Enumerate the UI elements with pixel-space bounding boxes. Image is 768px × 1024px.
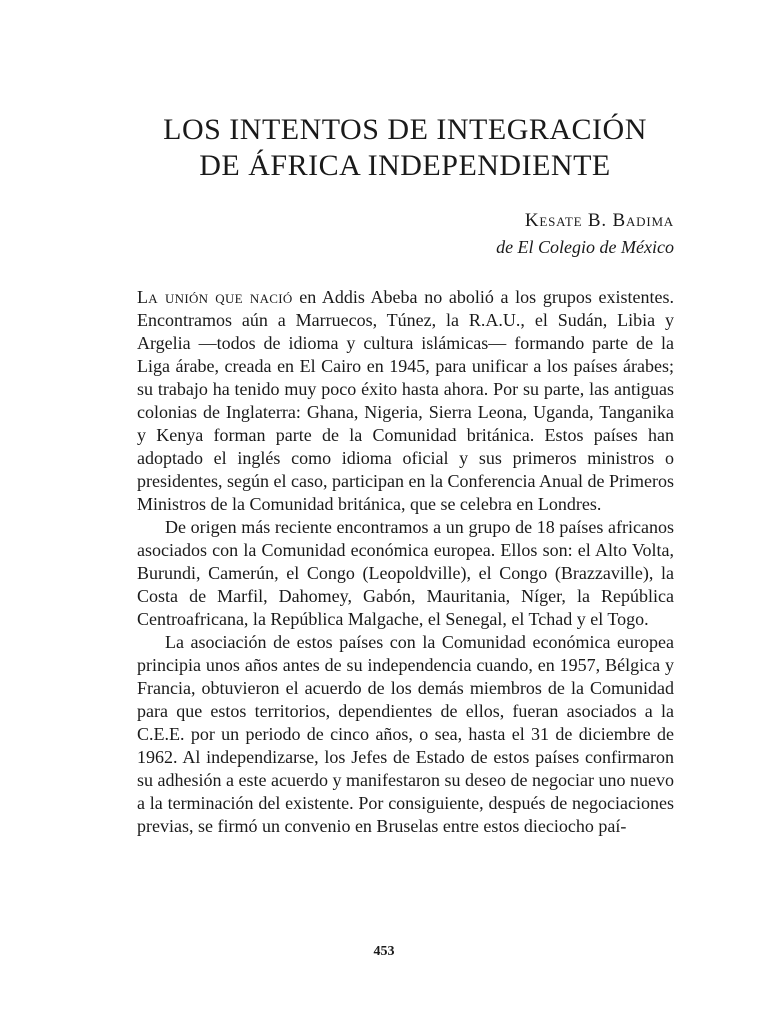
paragraph-1-text: en Addis Abeba no abolió a los grupos existentes. Encontramos aún a Marruecos, Túnez, la R.A.U., el Sudán, Libia y Argelia —todos de idioma y cultura islámicas— formando parte de la Liga árabe, creada en El Cairo en 1945, para unificar a los países árabes; su trabajo ha tenido muy poco éxito hasta ahora. Por su parte, las antiguas colonias de Inglaterra: Ghana, Nigeria, Sierra Leona, Uganda, Tanganika y Kenya forman parte de la Comunidad británica. Estos países han adoptado el inglés como idioma oficial y sus primeros ministros o presidentes, según el caso, participan en la Conferencia Anual de Primeros Ministros de la Comunidad británica, que se celebra en Londres. [137,287,674,514]
paragraph-1-lead: La unión que nació [137,287,293,307]
paragraph-3: La asociación de estos países con la Comunidad económica europea principia unos años antes de su independencia cuando, en 1957, Bélgica y Francia, obtuvieron el acuerdo de los demás miembros de la Comunidad para que estos territorios, dependientes de ellos, fueran asociados a la C.E.E. por un periodo de cinco años, o sea, hasta el 31 de diciembre de 1962. Al independizarse, los Jefes de Estado de estos países confirmaron su adhesión a este acuerdo y manifestaron su deseo de negociar uno nuevo a la terminación del existente. Por consiguiente, después de negociaciones previas, se firmó un convenio en Bruselas entre estos dieciocho paí- [137,632,674,836]
paragraph-2: De origen más reciente encontramos a un grupo de 18 países africanos asociados con la Comunidad económica europea. Ellos son: el Alto Volta, Burundi, Camerún, el Congo (Leopoldville), el Congo (Brazzaville), la Costa de Marfil, Dahomey, Gabón, Mauritania, Níger, la República Centroafricana, la República Malgache, el Senegal, el Tchad y el Togo. [137,517,674,629]
author-name: Kesate B. Badima [524,210,674,231]
paragraph-1 [137,286,674,516]
author-block [496,208,674,260]
article-body [137,286,674,838]
article-title-line-2: DE ÁFRICA INDEPENDIENTE [199,149,611,182]
article-title [100,112,710,184]
article-title-line-1: LOS INTENTOS DE INTEGRACIÓN [163,113,647,146]
author-affiliation: de El Colegio de México [496,237,674,257]
page-number: 453 [373,944,395,959]
